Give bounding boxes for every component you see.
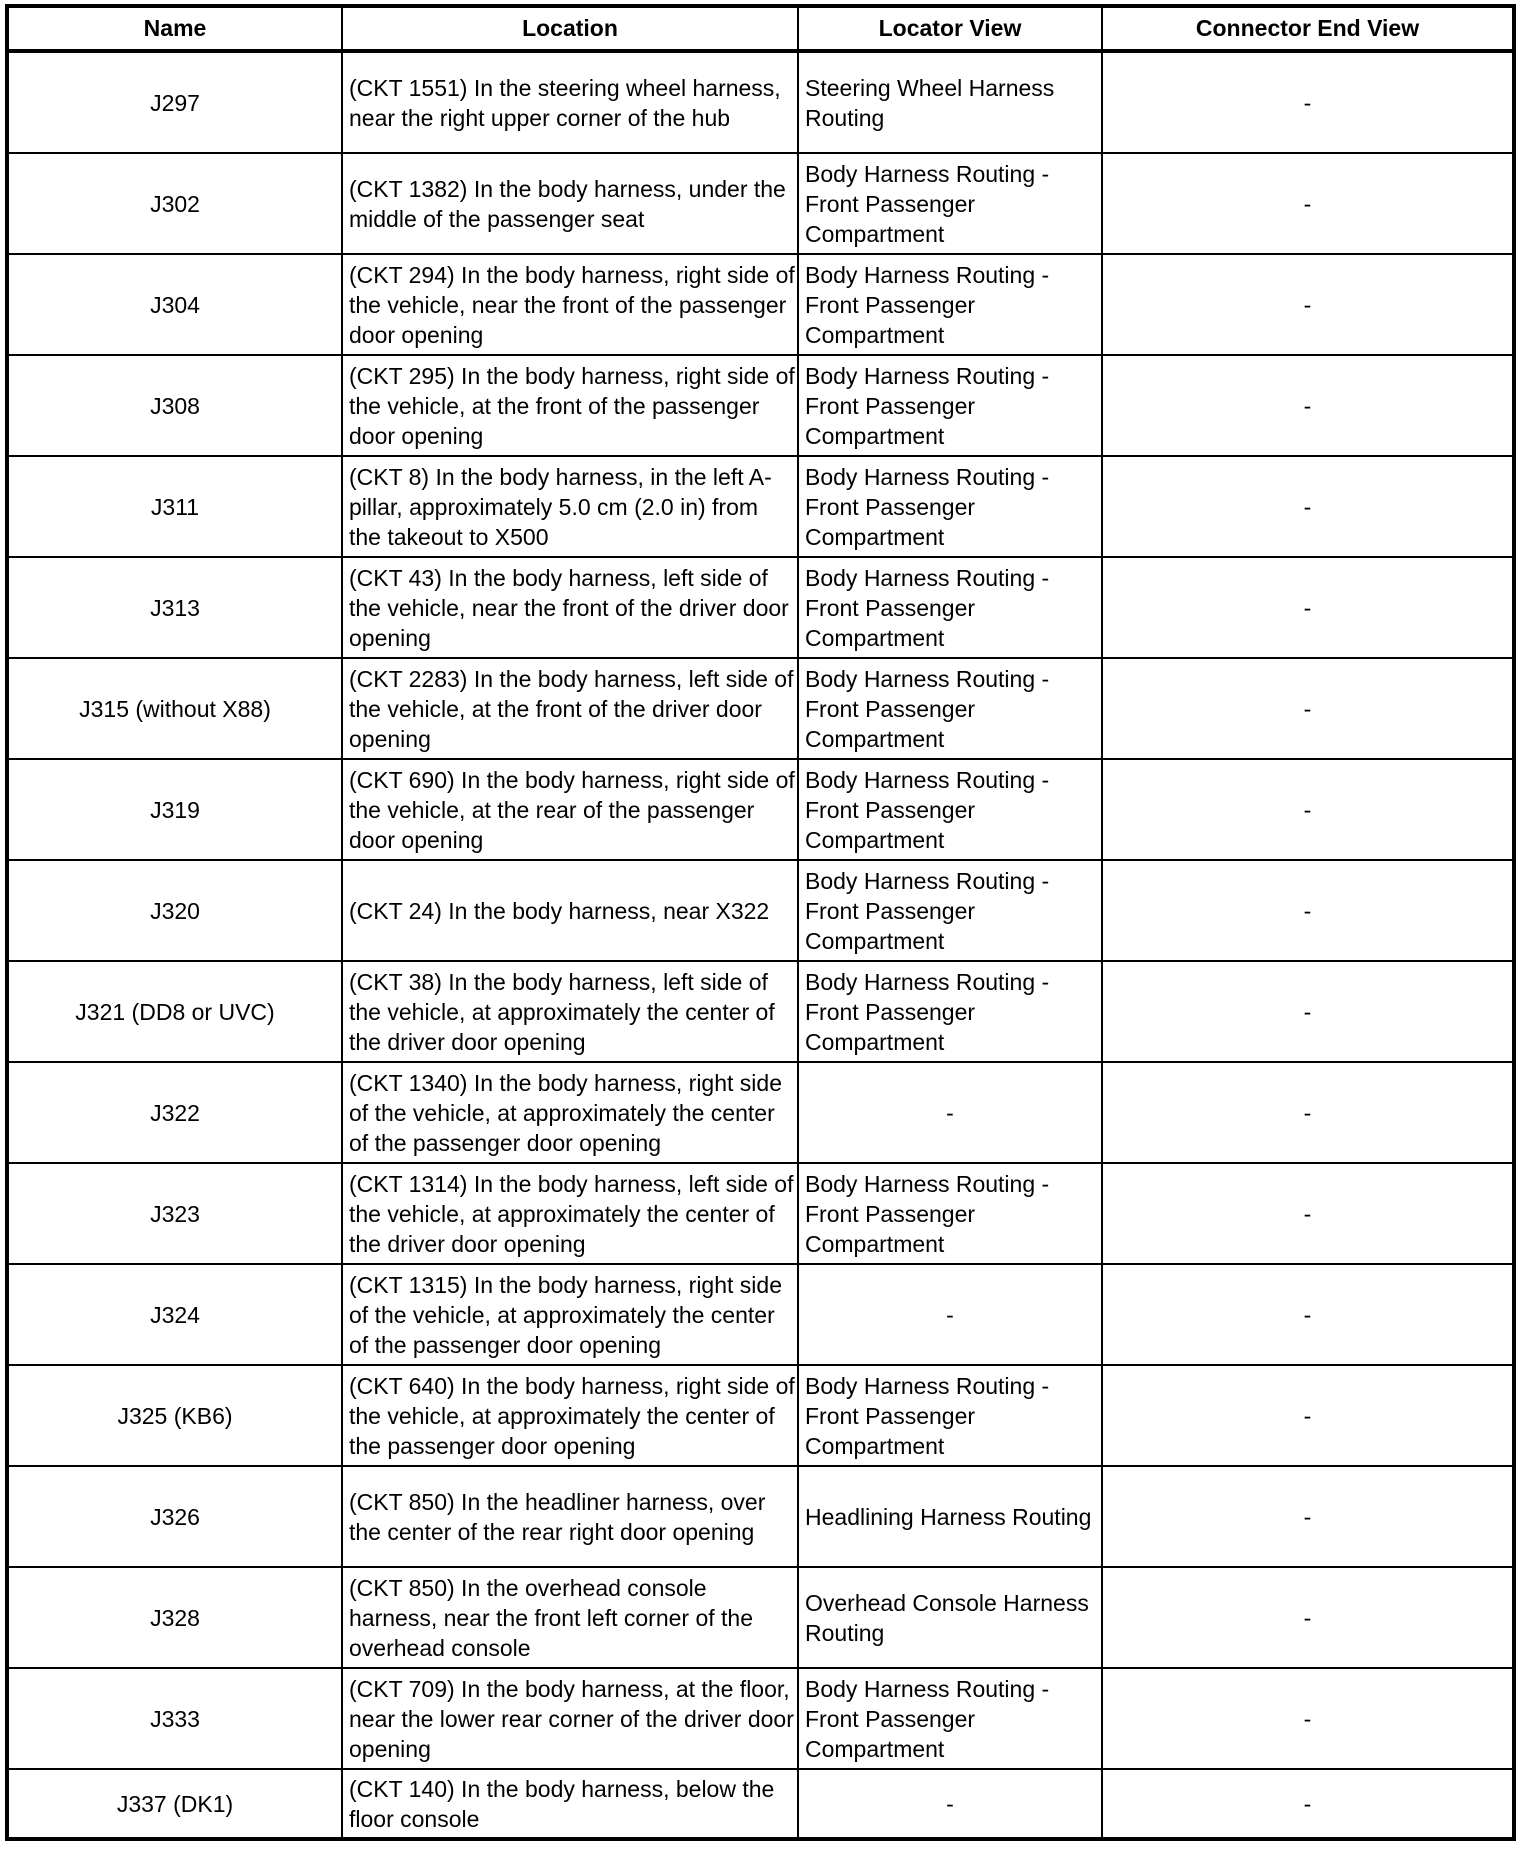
locator-view-cell: Body Harness Routing - Front Passenger Compartment: [798, 759, 1102, 860]
name-cell: J325 (KB6): [7, 1365, 342, 1466]
table-row: [7, 557, 1514, 658]
connector-end-view-cell: -: [1102, 355, 1514, 456]
locator-view-cell: Body Harness Routing - Front Passenger Compartment: [798, 1163, 1102, 1264]
locator-view-cell: Body Harness Routing - Front Passenger Compartment: [798, 456, 1102, 557]
locator-view-cell: Overhead Console Harness Routing: [798, 1567, 1102, 1668]
name-cell: J319: [7, 759, 342, 860]
locator-view-cell: -: [798, 1062, 1102, 1163]
name-cell: J323: [7, 1163, 342, 1264]
table-row: [7, 51, 1514, 153]
table-row: [7, 1062, 1514, 1163]
name-cell: J302: [7, 153, 342, 254]
name-cell: J322: [7, 1062, 342, 1163]
table-row: [7, 1365, 1514, 1466]
name-cell: J324: [7, 1264, 342, 1365]
table-row: [7, 355, 1514, 456]
location-cell: (CKT 2283) In the body harness, left side of the vehicle, at the front of the driver door opening: [342, 658, 798, 759]
connector-end-view-cell: -: [1102, 1567, 1514, 1668]
header-location: Location: [342, 6, 798, 51]
table-row: [7, 1264, 1514, 1365]
name-cell: J328: [7, 1567, 342, 1668]
location-cell: (CKT 1551) In the steering wheel harness, near the right upper corner of the hub: [342, 51, 798, 153]
table-row: [7, 456, 1514, 557]
name-cell: J333: [7, 1668, 342, 1769]
location-cell: (CKT 8) In the body harness, in the left A-pillar, approximately 5.0 cm (2.0 in) from the takeout to X500: [342, 456, 798, 557]
connector-end-view-cell: -: [1102, 961, 1514, 1062]
location-cell: (CKT 709) In the body harness, at the floor, near the lower rear corner of the driver door opening: [342, 1668, 798, 1769]
name-cell: J321 (DD8 or UVC): [7, 961, 342, 1062]
table-row: [7, 1466, 1514, 1567]
name-cell: J311: [7, 456, 342, 557]
header-name: Name: [7, 6, 342, 51]
name-cell: J297: [7, 51, 342, 153]
table-row: [7, 1567, 1514, 1668]
location-cell: (CKT 1314) In the body harness, left side of the vehicle, at approximately the center of the driver door opening: [342, 1163, 798, 1264]
connector-end-view-cell: -: [1102, 759, 1514, 860]
location-cell: (CKT 140) In the body harness, below the floor console: [342, 1769, 798, 1839]
name-cell: J337 (DK1): [7, 1769, 342, 1839]
name-cell: J320: [7, 860, 342, 961]
connector-end-view-cell: -: [1102, 1365, 1514, 1466]
locator-view-cell: -: [798, 1769, 1102, 1839]
header-row: [7, 6, 1514, 51]
location-cell: (CKT 640) In the body harness, right side of the vehicle, at approximately the center of the passenger door opening: [342, 1365, 798, 1466]
connector-end-view-cell: -: [1102, 1769, 1514, 1839]
connector-end-view-cell: -: [1102, 254, 1514, 355]
header-locator-view: Locator View: [798, 6, 1102, 51]
name-cell: J313: [7, 557, 342, 658]
locator-view-cell: Body Harness Routing - Front Passenger Compartment: [798, 658, 1102, 759]
location-cell: (CKT 24) In the body harness, near X322: [342, 860, 798, 961]
splice-location-table: [5, 4, 1516, 1841]
connector-end-view-cell: -: [1102, 153, 1514, 254]
connector-end-view-cell: -: [1102, 658, 1514, 759]
header-connector-end-view: Connector End View: [1102, 6, 1514, 51]
location-cell: (CKT 38) In the body harness, left side of the vehicle, at approximately the center of the driver door opening: [342, 961, 798, 1062]
location-cell: (CKT 295) In the body harness, right side of the vehicle, at the front of the passenger door opening: [342, 355, 798, 456]
connector-end-view-cell: -: [1102, 51, 1514, 153]
connector-end-view-cell: -: [1102, 557, 1514, 658]
locator-view-cell: Body Harness Routing - Front Passenger Compartment: [798, 355, 1102, 456]
table-row: [7, 961, 1514, 1062]
locator-view-cell: -: [798, 1264, 1102, 1365]
table-row: [7, 658, 1514, 759]
connector-end-view-cell: -: [1102, 1466, 1514, 1567]
location-cell: (CKT 850) In the overhead console harness, near the front left corner of the overhead console: [342, 1567, 798, 1668]
connector-end-view-cell: -: [1102, 1163, 1514, 1264]
table-row: [7, 254, 1514, 355]
locator-view-cell: Body Harness Routing - Front Passenger Compartment: [798, 961, 1102, 1062]
name-cell: J308: [7, 355, 342, 456]
locator-view-cell: Body Harness Routing - Front Passenger Compartment: [798, 153, 1102, 254]
name-cell: J304: [7, 254, 342, 355]
connector-end-view-cell: -: [1102, 456, 1514, 557]
location-cell: (CKT 850) In the headliner harness, over the center of the rear right door opening: [342, 1466, 798, 1567]
location-cell: (CKT 1315) In the body harness, right side of the vehicle, at approximately the center of the passenger door opening: [342, 1264, 798, 1365]
locator-view-cell: Headlining Harness Routing: [798, 1466, 1102, 1567]
name-cell: J326: [7, 1466, 342, 1567]
table-row: [7, 1769, 1514, 1839]
location-cell: (CKT 1382) In the body harness, under the middle of the passenger seat: [342, 153, 798, 254]
table-row: [7, 1163, 1514, 1264]
table-row: [7, 860, 1514, 961]
location-cell: (CKT 294) In the body harness, right side of the vehicle, near the front of the passenger door opening: [342, 254, 798, 355]
locator-view-cell: Body Harness Routing - Front Passenger Compartment: [798, 557, 1102, 658]
connector-end-view-cell: -: [1102, 1668, 1514, 1769]
table-row: [7, 759, 1514, 860]
location-cell: (CKT 43) In the body harness, left side of the vehicle, near the front of the driver door opening: [342, 557, 798, 658]
locator-view-cell: Steering Wheel Harness Routing: [798, 51, 1102, 153]
locator-view-cell: Body Harness Routing - Front Passenger Compartment: [798, 254, 1102, 355]
connector-end-view-cell: -: [1102, 860, 1514, 961]
connector-end-view-cell: -: [1102, 1264, 1514, 1365]
name-cell: J315 (without X88): [7, 658, 342, 759]
locator-view-cell: Body Harness Routing - Front Passenger Compartment: [798, 860, 1102, 961]
locator-view-cell: Body Harness Routing - Front Passenger Compartment: [798, 1668, 1102, 1769]
table-row: [7, 153, 1514, 254]
location-cell: (CKT 1340) In the body harness, right side of the vehicle, at approximately the center of the passenger door opening: [342, 1062, 798, 1163]
location-cell: (CKT 690) In the body harness, right side of the vehicle, at the rear of the passenger door opening: [342, 759, 798, 860]
table-row: [7, 1668, 1514, 1769]
connector-end-view-cell: -: [1102, 1062, 1514, 1163]
locator-view-cell: Body Harness Routing - Front Passenger Compartment: [798, 1365, 1102, 1466]
